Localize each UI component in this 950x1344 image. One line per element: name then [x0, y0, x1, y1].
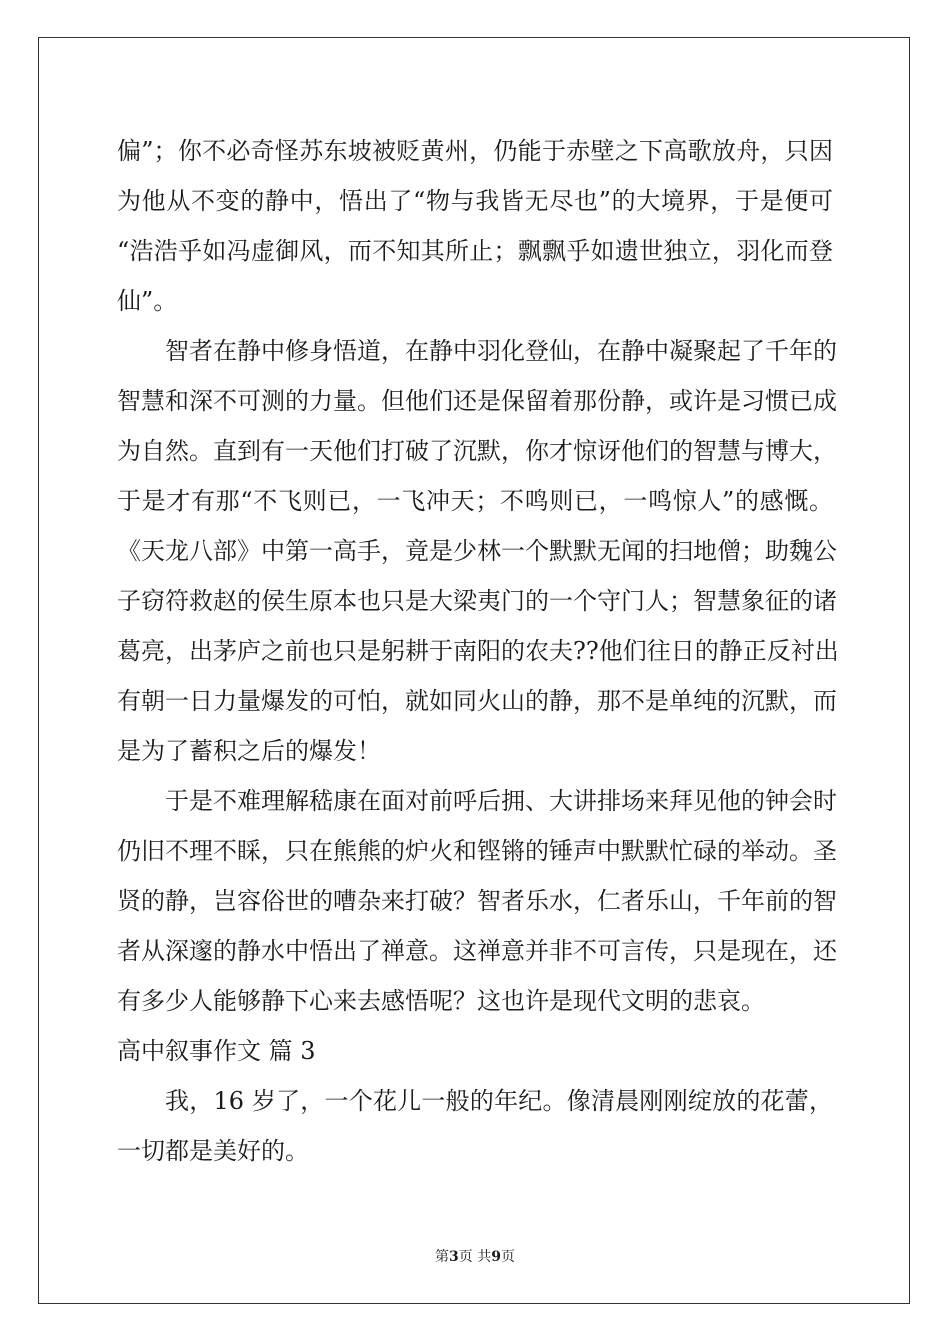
page-suffix: 页: [500, 1249, 515, 1265]
text-line: 仙”。: [117, 287, 178, 315]
text-line: 者从深邃的静水中悟出了禅意。这禅意并非不可言传，只是现在，还: [117, 937, 837, 965]
section-heading: 高中叙事作文 篇 3: [117, 1037, 316, 1065]
page-footer: [0, 1248, 950, 1266]
text-line: 智慧和深不可测的力量。但他们还是保留着那份静，或许是习惯已成: [117, 387, 837, 415]
text-line: 偏”；你不必奇怪苏东坡被贬黄州，仍能于赤壁之下高歌放舟，只因: [117, 137, 833, 165]
total-page-number: 9: [491, 1249, 501, 1265]
text-line: 《天龙八部》中第一高手，竟是少林一个默默无闻的扫地僧；助魏公: [117, 537, 837, 565]
current-page-number: 3: [449, 1249, 459, 1265]
text-line: 于是才有那“不飞则已，一飞冲天；不鸣则已，一鸣惊人”的感慨。: [117, 487, 833, 515]
text-line: “浩浩乎如冯虚御风，而不知其所止；飘飘乎如遗世独立，羽化而登: [117, 237, 833, 265]
document-body: [117, 126, 839, 1176]
paragraph-start-line: 我，16 岁了，一个花儿一般的年纪。像清晨刚刚绽放的花蕾，: [165, 1087, 833, 1115]
text-line: 有多少人能够静下心来去感悟呢？这也许是现代文明的悲哀。: [117, 987, 765, 1015]
text-line: 为他从不变的静中，悟出了“物与我皆无尽也”的大境界，于是便可: [117, 187, 833, 215]
paragraph-start-line: 智者在静中修身悟道，在静中羽化登仙，在静中凝聚起了千年的: [165, 337, 837, 365]
text-line: 为自然。直到有一天他们打破了沉默，你才惊讶他们的智慧与博大，: [117, 437, 837, 465]
paragraph-start-line: 于是不难理解嵇康在面对前呼后拥、大讲排场来拜见他的钟会时: [165, 787, 837, 815]
text-line: 葛亮，出茅庐之前也只是躬耕于南阳的农夫??他们往日的静正反衬出: [117, 637, 839, 665]
page-prefix: 第: [435, 1249, 450, 1265]
page-mid-text: 页 共: [458, 1249, 492, 1265]
text-line: 仍旧不理不睬，只在熊熊的炉火和铿锵的锤声中默默忙碌的举动。圣: [117, 837, 837, 865]
text-line: 有朝一日力量爆发的可怕，就如同火山的静，那不是单纯的沉默，而: [117, 687, 837, 715]
text-line: 一切都是美好的。: [117, 1137, 309, 1165]
text-line: 是为了蓄积之后的爆发！: [117, 737, 381, 765]
text-line: 子窃符救赵的侯生原本也只是大梁夷门的一个守门人；智慧象征的诸: [117, 587, 837, 615]
text-line: 贤的静，岂容俗世的嘈杂来打破？智者乐水，仁者乐山，千年前的智: [117, 887, 837, 915]
